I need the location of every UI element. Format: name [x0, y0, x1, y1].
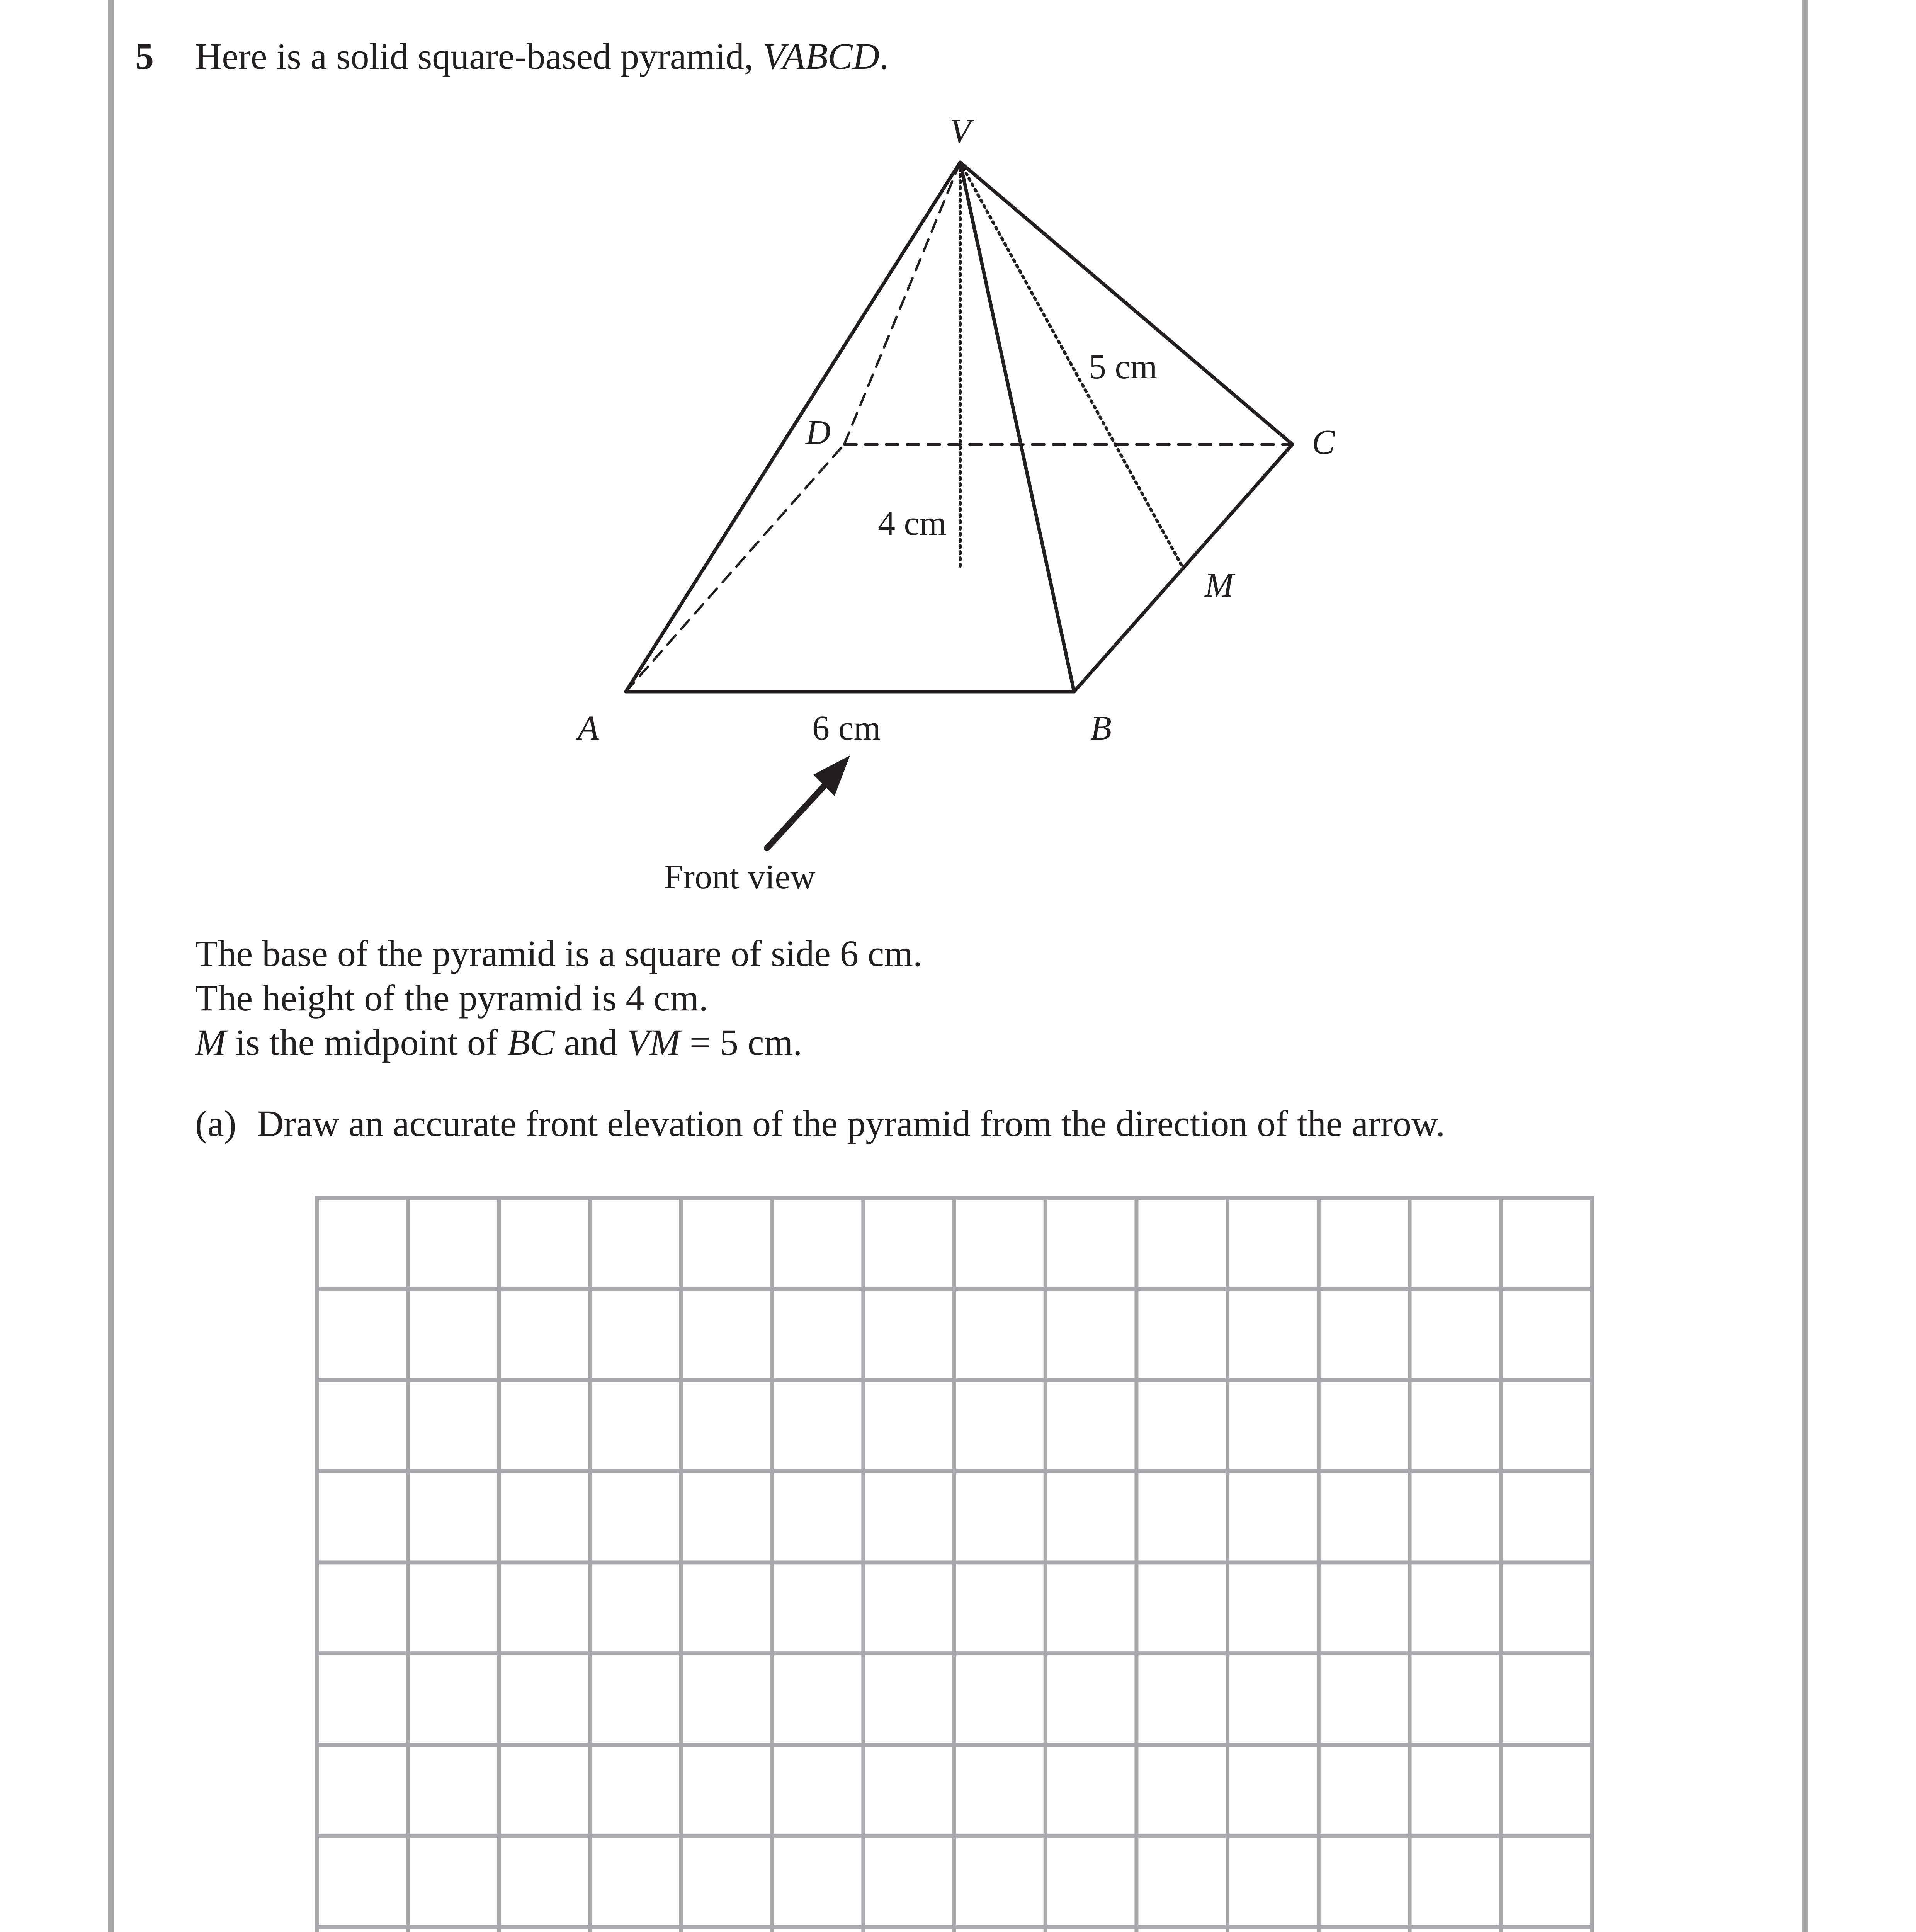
front-view-arrow: [767, 777, 833, 848]
label-d: D: [806, 413, 831, 452]
fact-base: The base of the pyramid is a square of side 6 cm.: [195, 933, 923, 974]
label-b: B: [1090, 709, 1112, 747]
edge-ad-hidden: [626, 444, 844, 692]
front-view-caption: Front view: [664, 858, 816, 896]
edge-va: [626, 162, 960, 692]
fact-height: The height of the pyramid is 4 cm.: [195, 977, 708, 1019]
label-v: V: [950, 112, 971, 150]
label-m: M: [1205, 566, 1234, 604]
edge-vd-hidden: [844, 162, 960, 444]
label-height: 4 cm: [878, 504, 947, 543]
edge-vb: [960, 162, 1074, 692]
edge-vc: [960, 162, 1292, 444]
fact-midpoint: M is the midpoint of BC and VM = 5 cm.: [195, 1022, 802, 1063]
question-number: 5: [135, 36, 154, 77]
label-c: C: [1312, 423, 1335, 461]
label-a: A: [578, 709, 599, 747]
answer-grid[interactable]: [315, 1196, 1594, 1932]
part-a-text: Draw an accurate front elevation of the pyramid from the direction of the arrow.: [257, 1103, 1445, 1144]
question-intro: Here is a solid square-based pyramid, VABCD.: [195, 36, 889, 77]
label-side: 6 cm: [812, 709, 881, 747]
label-slant: 5 cm: [1089, 348, 1158, 386]
edge-bc: [1074, 444, 1292, 692]
part-a-label: (a): [195, 1103, 236, 1144]
